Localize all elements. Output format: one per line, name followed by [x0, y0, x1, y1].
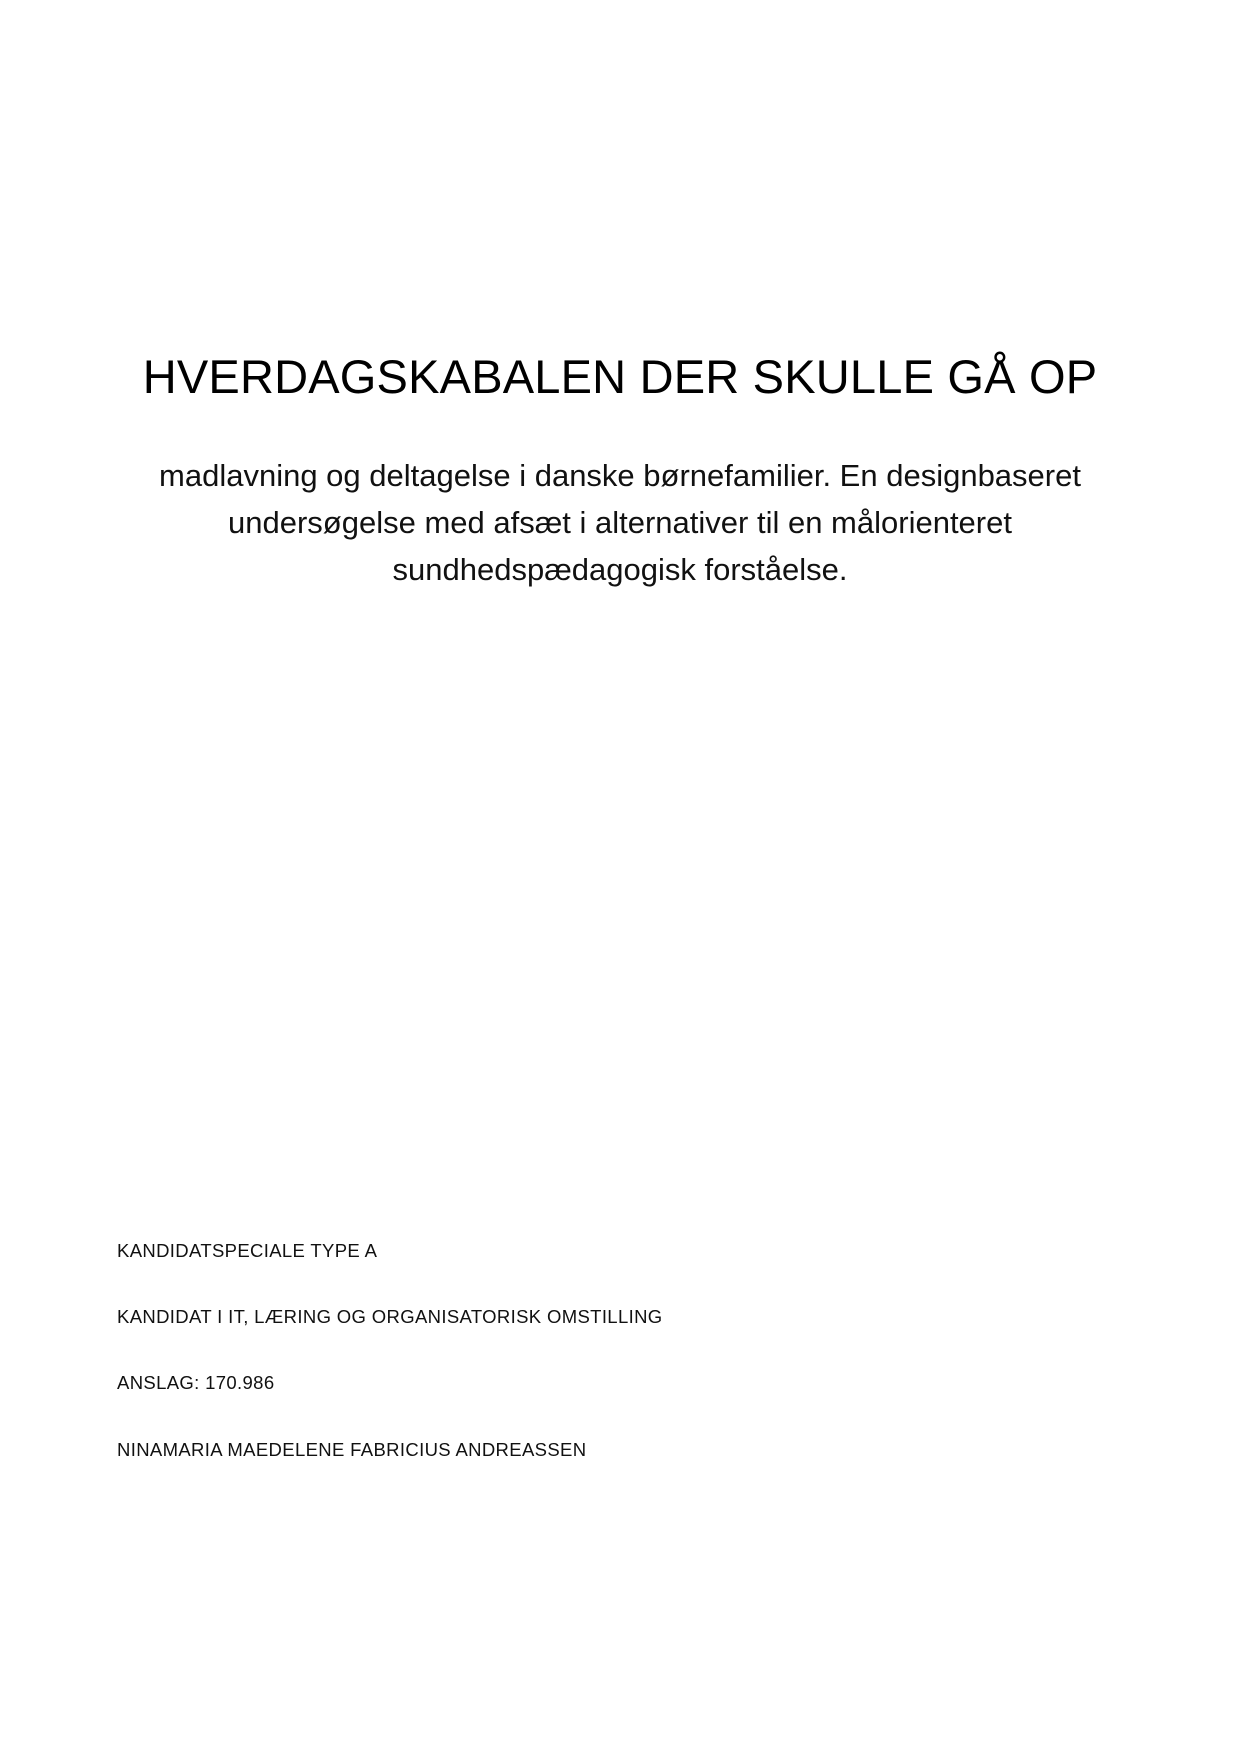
metadata-line-thesis-type: KANDIDATSPECIALE TYPE A	[117, 1240, 378, 1261]
metadata-line-programme: KANDIDAT I IT, LÆRING OG ORGANISATORISK OMSTILLING	[117, 1306, 663, 1328]
document-metadata	[117, 1240, 1017, 1461]
title-block	[115, 350, 1125, 593]
page-title: HVERDAGSKABALEN DER SKULLE GÅ OP	[142, 350, 1098, 403]
metadata-line-author: NINAMARIA MAEDELENE FABRICIUS ANDREASSEN	[117, 1438, 587, 1460]
metadata-line-character-count: ANSLAG: 170.986	[117, 1372, 275, 1394]
page-subtitle: madlavning og deltagelse i danske børnefamilier. En designbaseret undersøgelse med afsæt i alternativer til en målorienteret sundhedspædagogisk forståelse.	[159, 458, 1081, 588]
